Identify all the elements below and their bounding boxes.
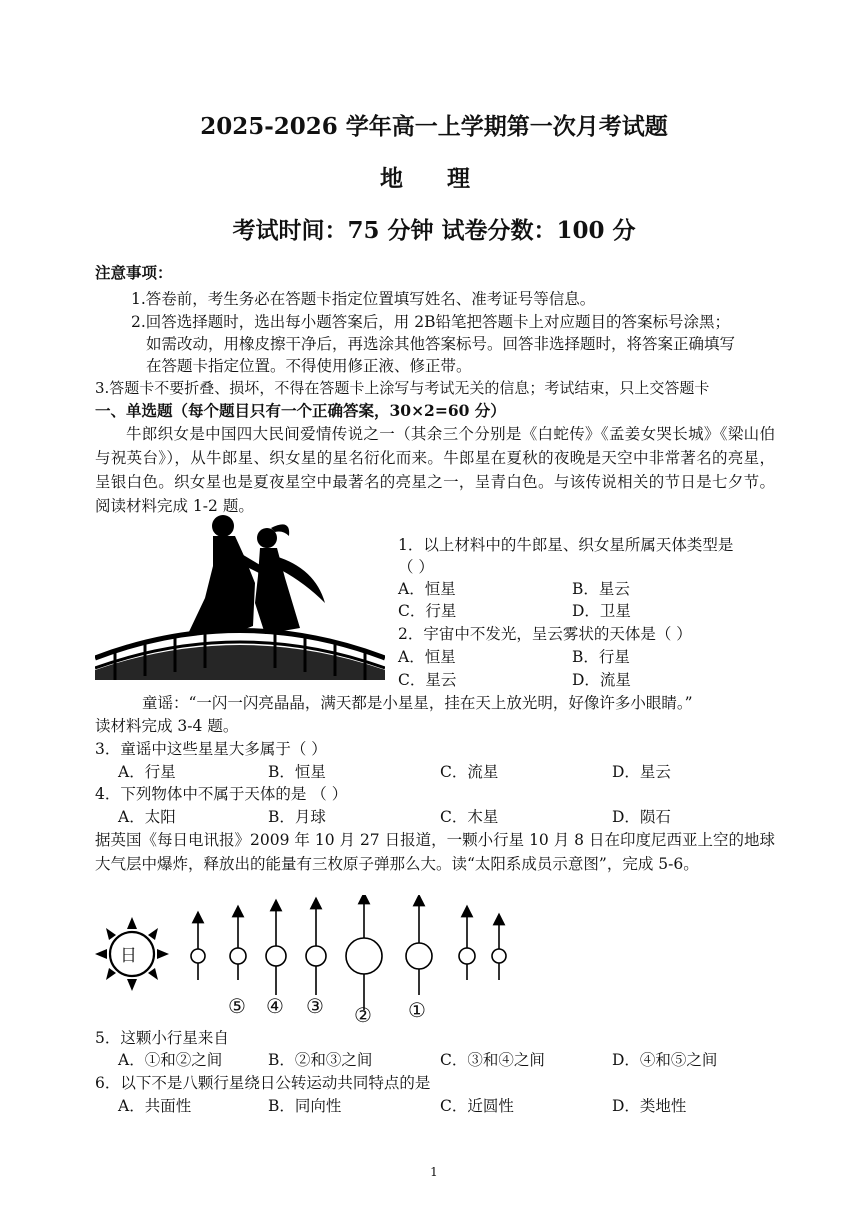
- orbit-label-3: ③: [306, 994, 324, 1018]
- q5-option-a[interactable]: A．①和②之间: [118, 1051, 223, 1069]
- notes-item-2c: 在答题卡指定位置。不得使用修正液、修正带。: [146, 357, 472, 375]
- q3-option-c[interactable]: C．流星: [440, 763, 499, 781]
- exam-info: 考试时间：75 分钟 试卷分数：100 分: [232, 217, 636, 244]
- notes-heading: 注意事项：: [95, 263, 173, 282]
- q1-stem: 1．以上材料中的牛郎星、织女星所属天体类型是: [398, 536, 734, 554]
- q3-option-b[interactable]: B．恒星: [268, 763, 326, 781]
- q6-stem: 6．以下不是八颗行星绕日公转运动共同特点的是: [95, 1074, 431, 1092]
- orbit-label-4: ④: [266, 994, 284, 1018]
- notes-item-1: 1.答卷前，考生务必在答题卡指定位置填写姓名、准考证号等信息。: [131, 290, 596, 308]
- passage-1: 牛郎织女是中国四大民间爱情传说之一（其余三个分别是《白蛇传》《孟姜女哭长城》《梁山伯与祝英台》），从牛郎星、织女星的星名衍化而来。牛郎星在夏秋的夜晚是天空中非常著名的亮星，呈银白色。织女星也是夏夜星空中最著名的亮星之一，呈青白色。与该传说相关的节日是七夕节。阅读材料完成 1-2 题。: [95, 425, 775, 515]
- q3-option-d[interactable]: D．星云: [612, 763, 671, 781]
- passage-2-line-1: 童谣：“一闪一闪亮晶晶，满天都是小星星，挂在天上放光明，好像许多小眼睛。”: [142, 694, 693, 712]
- q3-option-a[interactable]: A．行星: [118, 763, 176, 781]
- q5-option-d[interactable]: D．④和⑤之间: [612, 1051, 718, 1069]
- q4-stem: 4．下列物体中不属于天体的是 （ ）: [95, 785, 348, 803]
- notes-item-2a: 2.回答选择题时，选出每小题答案后，用 2B铅笔把答题卡上对应题目的答案标号涂黑；: [131, 313, 730, 331]
- q2-option-a[interactable]: A．恒星: [398, 648, 456, 666]
- orbit-label-2: ②: [354, 1003, 372, 1027]
- orbit-label-5: ⑤: [228, 994, 246, 1018]
- notes-item-2b: 如需改动，用橡皮擦干净后，再选涂其他答案标号。回答非选择题时，将答案正确填写: [146, 335, 736, 353]
- q2-option-d[interactable]: D．流星: [572, 671, 631, 689]
- page-number: 1: [430, 1165, 438, 1179]
- q3-stem: 3．童谣中这些星星大多属于（ ）: [95, 740, 327, 758]
- q2-stem: 2．宇宙中不发光，呈云雾状的天体是（ ）: [398, 625, 692, 643]
- q4-option-a[interactable]: A．太阳: [118, 808, 176, 826]
- q6-option-b[interactable]: B．同向性: [268, 1097, 342, 1115]
- q1-blank: （ ）: [398, 558, 434, 576]
- couple-on-bridge-illustration: [95, 508, 385, 680]
- subject-title: 地 理: [379, 165, 488, 192]
- notes-item-3: 3.答题卡不要折叠、损坏，不得在答题卡上涂写与考试无关的信息；考试结束，只上交答题卡: [95, 379, 710, 397]
- section-heading: 一、单选题（每个题目只有一个正确答案，30×2=60 分）: [95, 401, 506, 420]
- orbit-label-1: ①: [408, 998, 426, 1022]
- passage-3: 据英国《每日电讯报》2009 年 10 月 27 日报道，一颗小行星 10 月 8 日在印度尼西亚上空的地球大气层中爆炸，释放出的能量有三枚原子弹那么大。读“太阳系成员示意图”，完成 5-6。: [95, 831, 775, 873]
- q1-option-c[interactable]: C．行星: [398, 602, 457, 620]
- q1-option-b[interactable]: B．星云: [572, 580, 630, 598]
- passage-2-line-2: 读材料完成 3-4 题。: [95, 717, 239, 735]
- sun-label: 日: [120, 946, 137, 966]
- q4-option-b[interactable]: B．月球: [268, 808, 326, 826]
- exam-title: 2025-2026 学年高一上学期第一次月考试题: [200, 113, 668, 140]
- q2-option-c[interactable]: C．星云: [398, 671, 457, 689]
- q5-stem: 5．这颗小行星来自: [95, 1029, 229, 1047]
- q6-option-a[interactable]: A．共面性: [118, 1097, 192, 1115]
- q6-option-d[interactable]: D．类地性: [612, 1097, 687, 1115]
- q5-option-b[interactable]: B．②和③之间: [268, 1051, 373, 1069]
- q6-option-c[interactable]: C．近圆性: [440, 1097, 514, 1115]
- q5-option-c[interactable]: C．③和④之间: [440, 1051, 545, 1069]
- q4-option-d[interactable]: D．陨石: [612, 808, 671, 826]
- q1-option-d[interactable]: D．卫星: [572, 602, 631, 620]
- q4-option-c[interactable]: C．木星: [440, 808, 499, 826]
- q1-option-a[interactable]: A．恒星: [398, 580, 456, 598]
- q2-option-b[interactable]: B．行星: [572, 648, 630, 666]
